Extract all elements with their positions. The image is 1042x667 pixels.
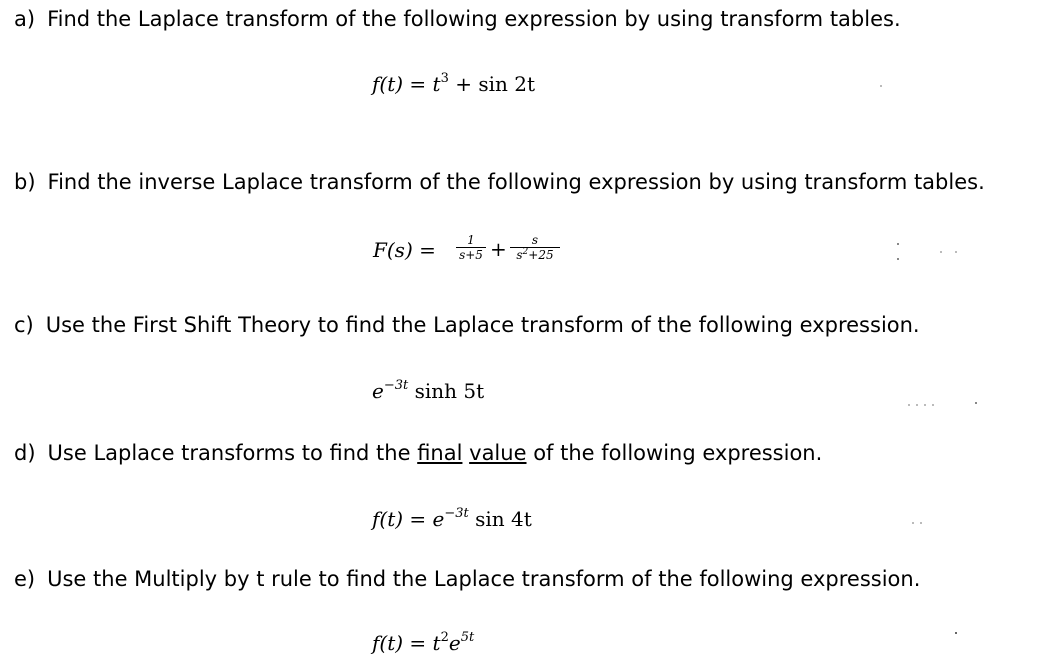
scan-speck xyxy=(932,404,934,406)
expression-rest: sin 4t xyxy=(475,507,532,531)
denominator-rest: +25 xyxy=(528,248,554,262)
question-b xyxy=(14,169,985,195)
question-d xyxy=(14,440,822,466)
expression-b-lhs xyxy=(373,237,436,263)
expression-base: t xyxy=(432,72,441,96)
scan-speck xyxy=(940,251,942,253)
expression-e xyxy=(372,630,474,656)
expression-exponent: 3 xyxy=(440,71,449,86)
expression-exponent: −3t xyxy=(444,506,469,521)
expression-base-1: t xyxy=(432,631,441,655)
expression-lhs: F(s) xyxy=(373,238,413,262)
fraction-2 xyxy=(509,233,561,262)
expression-exponent-1: 2 xyxy=(440,630,449,645)
question-text: Find the Laplace transform of the following expression by using transform tables. xyxy=(47,7,901,31)
expression-c xyxy=(372,378,484,404)
scan-speck xyxy=(912,522,914,524)
scan-speck xyxy=(908,404,910,406)
fraction-denominator: s+5 xyxy=(459,248,483,262)
expression-d xyxy=(372,506,532,532)
question-label: c) xyxy=(14,313,34,337)
question-text: Use the Multiply by t rule to find the Laplace transform of the following expression. xyxy=(47,567,921,591)
question-a xyxy=(14,6,901,32)
denominator-exponent: 2 xyxy=(522,247,529,257)
scan-speck xyxy=(897,243,899,245)
expression-base: e xyxy=(372,379,384,403)
equals-sign: = xyxy=(419,238,436,262)
question-label: e) xyxy=(14,567,36,591)
question-text-after: of the following expression. xyxy=(533,441,823,465)
question-text-before: Use Laplace transforms to find the xyxy=(47,441,411,465)
scan-speck xyxy=(920,522,922,524)
underlined-word-value: value xyxy=(469,441,527,465)
scan-speck xyxy=(897,258,899,260)
question-label: d) xyxy=(14,441,36,465)
scan-speck xyxy=(880,85,882,87)
fraction-numerator: s xyxy=(531,233,539,247)
equals-sign: = xyxy=(409,72,427,96)
expression-lhs: f(t) xyxy=(372,72,404,96)
expression-base-2: e xyxy=(448,631,461,655)
expression-rest: sinh 5t xyxy=(414,379,485,403)
scan-speck xyxy=(975,402,977,404)
plus-sign: + xyxy=(490,237,507,261)
equals-sign: = xyxy=(409,631,427,655)
expression-lhs: f(t) xyxy=(372,631,404,655)
scan-speck xyxy=(924,404,926,406)
fraction-denominator xyxy=(509,248,561,262)
scan-speck xyxy=(916,404,918,406)
expression-a xyxy=(372,71,535,97)
equals-sign: = xyxy=(409,507,427,531)
expression-exponent-2: 5t xyxy=(460,630,475,645)
fraction-numerator: 1 xyxy=(467,233,475,247)
question-label: b) xyxy=(14,170,36,194)
scan-speck xyxy=(955,251,957,253)
denominator-base: s xyxy=(516,248,523,262)
question-label: a) xyxy=(14,7,36,31)
fraction-1 xyxy=(455,233,487,262)
question-text: Find the inverse Laplace transform of the following expression by using transform tables. xyxy=(47,170,985,194)
expression-base: e xyxy=(432,507,445,531)
expression-lhs: f(t) xyxy=(372,507,404,531)
expression-rest: + sin 2t xyxy=(455,72,535,96)
question-text: Use the First Shift Theory to find the Laplace transform of the following expression. xyxy=(45,313,920,337)
question-e xyxy=(14,566,920,592)
underlined-word-final: final xyxy=(417,441,463,465)
expression-exponent: −3t xyxy=(383,378,409,393)
scan-speck xyxy=(955,632,957,634)
question-c xyxy=(14,312,920,338)
